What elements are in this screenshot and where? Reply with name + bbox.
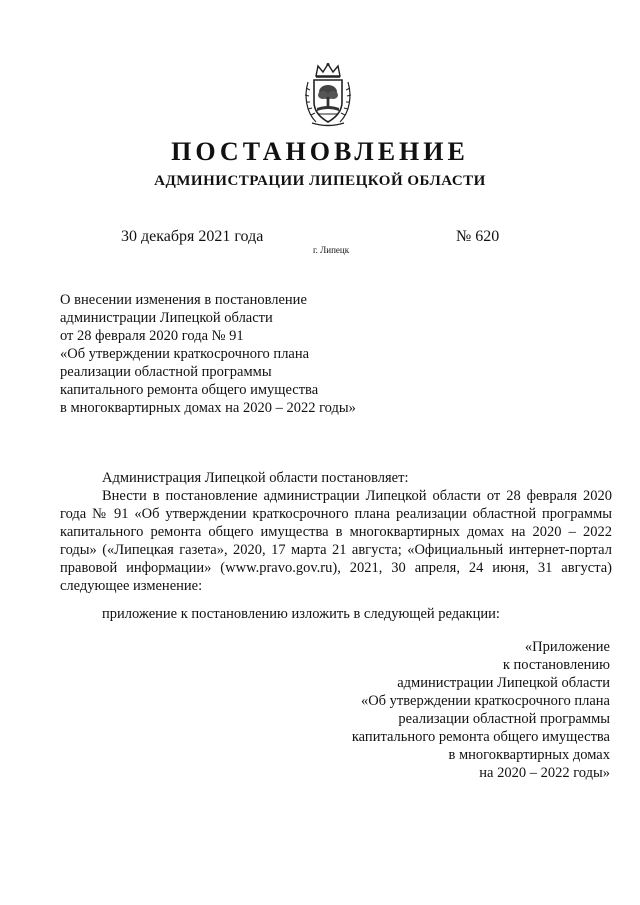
document-date: 30 декабря 2021 года bbox=[121, 228, 264, 245]
document-city: г. Липецк bbox=[313, 245, 350, 255]
appendix-line: в многоквартирных домах bbox=[448, 747, 610, 763]
instruction-paragraph: приложение к постановлению изложить в следующей редакции: bbox=[102, 606, 500, 622]
appendix-line: «Приложение bbox=[524, 639, 610, 655]
subject-line: О внесении изменения в постановление bbox=[60, 292, 307, 308]
document-body bbox=[60, 469, 612, 638]
main-paragraph: Внести в постановление администрации Липецкой области от 28 февраля 2020 года № 91 «Об утверждении краткосрочного плана реализации областной программы капитального ремонта общего имущества в многоквартирных домах на 2020 – 2022 годы» («Липецкая газета», 2020, 17 марта 21 августа; «Официальный интернет-портал правовой информации» (www.pravo.gov.ru), 2021, 30 апреля, 24 июня, 31 августа) следующее изменение: bbox=[60, 488, 612, 594]
appendix-line: «Об утверждении краткосрочного плана bbox=[360, 693, 610, 709]
subject-line: от 28 февраля 2020 года № 91 bbox=[60, 328, 244, 344]
appendix-header bbox=[270, 638, 610, 782]
issuer-name: АДМИНИСТРАЦИИ ЛИПЕЦКОЙ ОБЛАСТИ bbox=[154, 173, 486, 189]
subject-line: «Об утверждении краткосрочного плана bbox=[60, 346, 310, 362]
document-type-title: ПОСТАНОВЛЕНИЕ bbox=[171, 137, 469, 166]
coat-of-arms-icon bbox=[300, 62, 356, 128]
appendix-line: администрации Липецкой области bbox=[397, 675, 610, 691]
document-subject bbox=[60, 291, 400, 417]
appendix-line: реализации областной программы bbox=[398, 711, 610, 727]
appendix-line: на 2020 – 2022 годы» bbox=[479, 765, 610, 781]
subject-line: в многоквартирных домах на 2020 – 2022 годы» bbox=[60, 400, 356, 416]
subject-line: администрации Липецкой области bbox=[60, 310, 273, 326]
subject-line: капитального ремонта общего имущества bbox=[60, 382, 319, 398]
subject-line: реализации областной программы bbox=[60, 364, 272, 380]
intro-paragraph: Администрация Липецкой области постановляет: bbox=[102, 470, 409, 486]
document-number: № 620 bbox=[456, 228, 500, 245]
appendix-line: к постановлению bbox=[502, 657, 610, 673]
appendix-line: капитального ремонта общего имущества bbox=[351, 729, 610, 745]
